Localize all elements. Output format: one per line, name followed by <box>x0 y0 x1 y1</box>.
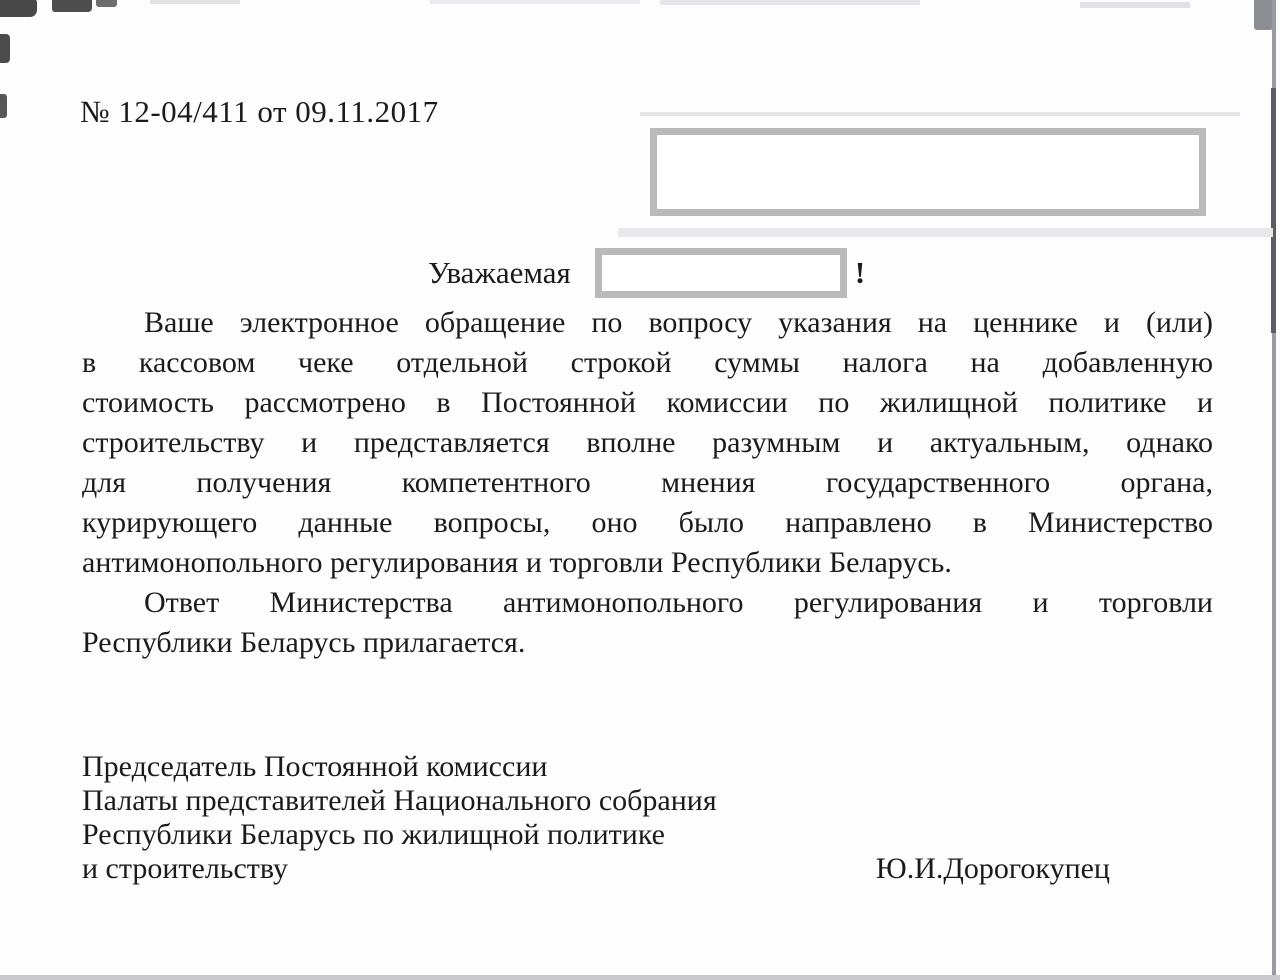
body-line: антимонопольного регулирования и торговли Республики Беларусь. <box>82 546 952 579</box>
body-line: курирующего данные вопросы, оно было направлено в Министерство <box>82 506 1213 539</box>
body-line: Республики Беларусь прилагается. <box>82 626 526 659</box>
greeting-text: Уважаемая <box>428 255 571 290</box>
body-line: стоимость рассмотрено в Постоянной комиссии по жилищной политике и <box>82 386 1213 419</box>
signatory-title-line: и строительству <box>82 852 289 885</box>
body-line: в кассовом чеке отдельной строкой суммы налога на добавленную <box>82 346 1213 379</box>
body-line: Ваше электронное обращение по вопросу указания на ценнике и (или) <box>144 306 1213 339</box>
scan-artifact <box>1271 88 1276 333</box>
scan-artifact <box>0 94 7 118</box>
signature-block <box>82 750 1110 886</box>
scan-artifact <box>0 975 1280 980</box>
signatory-title-line: Председатель Постоянной комиссии <box>82 750 548 783</box>
signatory-name: Ю.И.Дорогокупец <box>875 852 1110 885</box>
scan-artifact <box>52 0 92 12</box>
scan-artifact <box>640 112 1240 116</box>
scan-artifact <box>96 0 117 7</box>
signatory-title-line: Республики Беларусь по жилищной политике <box>82 818 665 851</box>
greeting-exclamation: ! <box>854 255 866 290</box>
scan-artifact <box>0 34 10 63</box>
scan-artifact <box>0 0 37 17</box>
greeting-line <box>428 246 865 300</box>
redacted-recipient-block <box>650 128 1206 216</box>
body-line: строительству и представляется вполне разумным и актуальным, однако <box>82 426 1213 459</box>
scan-artifact <box>1254 0 1273 30</box>
reference-number: № 12-04/411 от 09.11.2017 <box>80 94 439 129</box>
signature-row <box>82 852 1110 886</box>
scan-artifact <box>1080 2 1190 8</box>
scan-artifact <box>618 228 1273 237</box>
body-line: Ответ Министерства антимонопольного регулирования и торговли <box>144 586 1213 619</box>
body-line: для получения компетентного мнения государственного органа, <box>82 466 1213 499</box>
scan-artifact <box>660 0 920 5</box>
scan-artifact <box>150 0 240 4</box>
letter-body <box>82 303 1213 663</box>
scan-artifact <box>430 0 640 4</box>
signatory-title-line: Палаты представителей Национального собрания <box>82 784 717 817</box>
redacted-recipient-name <box>595 248 847 298</box>
